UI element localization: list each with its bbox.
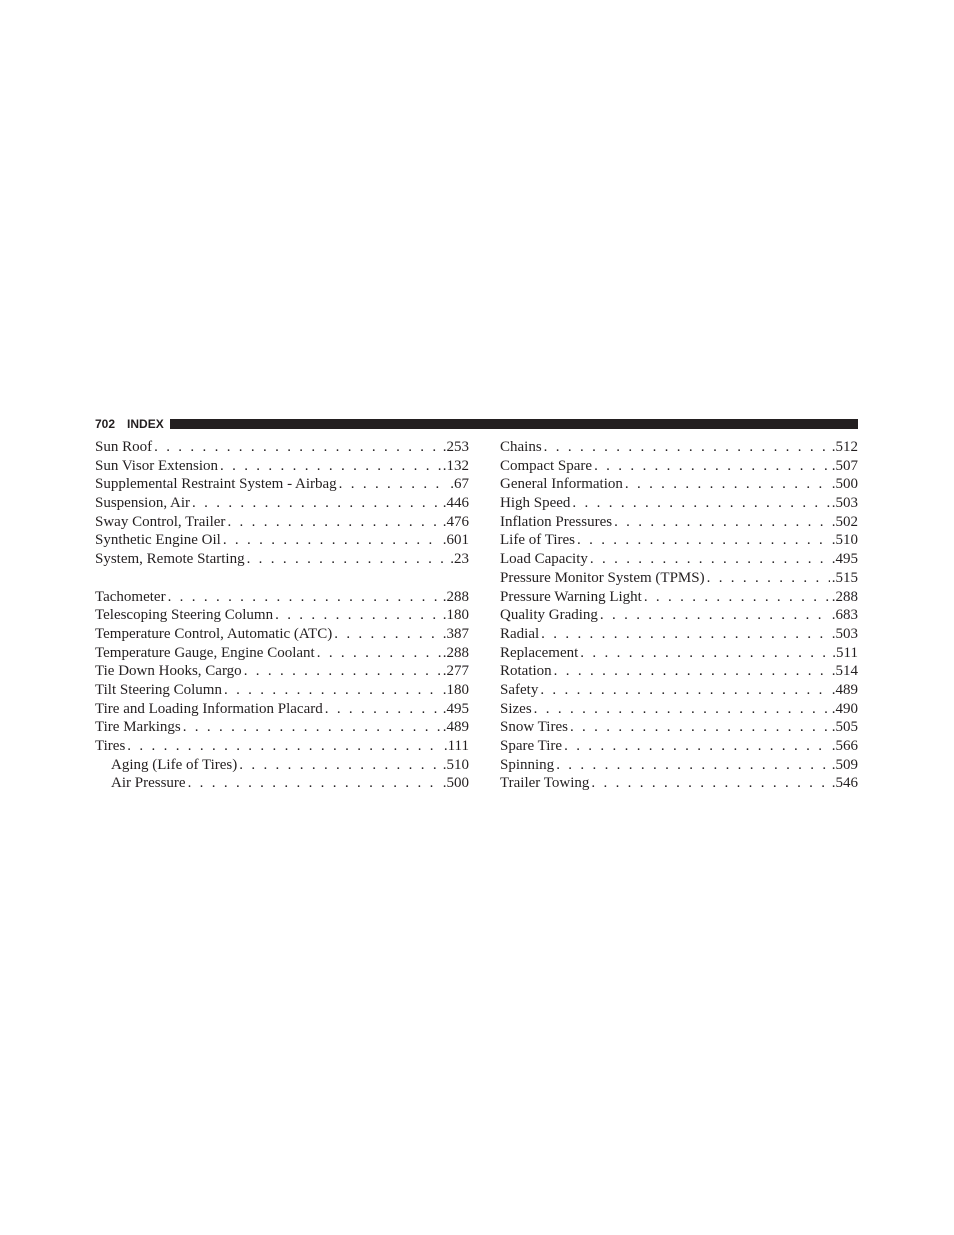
- index-page-ref: .111: [443, 738, 469, 754]
- index-page-ref: .495: [442, 700, 469, 717]
- index-entry: [95, 625, 469, 644]
- dot-leader: [544, 438, 830, 457]
- index-entry: [95, 662, 469, 681]
- index-term: Temperature Control, Automatic (ATC): [95, 625, 333, 642]
- index-entry: [500, 662, 858, 681]
- dot-leader: [127, 737, 442, 756]
- index-page-ref: .512: [831, 439, 858, 455]
- index-entry: [500, 438, 858, 457]
- index-term: Pressure Monitor System (TPMS): [500, 569, 705, 586]
- index-term: Trailer Towing: [500, 775, 590, 792]
- index-subentry: [95, 756, 469, 775]
- index-term: Pressure Warning Light: [500, 588, 642, 605]
- dot-leader: [192, 494, 441, 513]
- index-page-ref: .489: [831, 681, 858, 698]
- index-term: Compact Spare: [500, 457, 593, 474]
- index-term: Radial: [500, 625, 540, 642]
- index-entry: [500, 513, 858, 532]
- dot-leader: [339, 475, 449, 494]
- index-term: Inflation Pressures: [500, 513, 613, 530]
- index-page-ref: .67: [450, 476, 469, 493]
- dot-leader: [247, 550, 449, 569]
- index-page-ref: .503: [831, 625, 858, 642]
- index-term: Spare Tire: [500, 738, 563, 754]
- index-term: Safety: [500, 681, 539, 698]
- index-term: Air Pressure: [111, 775, 186, 792]
- index-term: Quality Grading: [500, 607, 598, 624]
- index-column-right: [500, 438, 858, 793]
- page-number: 702: [95, 417, 116, 431]
- index-page-ref: .446: [442, 495, 469, 512]
- dot-leader: [572, 494, 829, 513]
- index-page-ref: .601: [442, 532, 469, 549]
- index-term: System, Remote Starting: [95, 551, 245, 568]
- index-entry: [500, 681, 858, 700]
- index-page-ref: .180: [442, 681, 469, 698]
- index-page-ref: .132: [442, 457, 469, 474]
- index-page-ref: .503: [831, 495, 858, 512]
- index-page-ref: .23: [450, 551, 469, 568]
- index-term: Chains: [500, 439, 542, 455]
- dot-leader: [644, 588, 830, 607]
- index-entry: [500, 531, 858, 550]
- index-entry: [95, 588, 469, 607]
- dot-leader: [534, 700, 830, 719]
- dot-leader: [168, 588, 441, 607]
- index-column-left: [95, 438, 469, 793]
- section-title: INDEX: [127, 417, 164, 431]
- index-term: Spinning: [500, 756, 555, 773]
- index-page-ref: .502: [831, 513, 858, 530]
- index-entry: [500, 718, 858, 737]
- index-entry: [95, 531, 469, 550]
- index-page-ref: .180: [442, 607, 469, 624]
- index-entry: [95, 644, 469, 663]
- index-page-ref: .489: [442, 719, 469, 736]
- index-entry: [500, 606, 858, 625]
- index-term: Tire and Loading Information Placard: [95, 700, 323, 717]
- dot-leader: [614, 513, 830, 532]
- index-spacer: [95, 569, 469, 588]
- index-term: Life of Tires: [500, 532, 575, 549]
- index-entry: [500, 457, 858, 476]
- dot-leader: [275, 606, 441, 625]
- page-header: [95, 417, 858, 431]
- index-page-ref: .288: [442, 644, 469, 661]
- dot-leader: [239, 756, 441, 775]
- index-term: Suspension, Air: [95, 495, 191, 512]
- index-entry: [95, 438, 469, 457]
- index-term: General Information: [500, 476, 623, 493]
- index-entry: [95, 550, 469, 569]
- index-term: Tire Markings: [95, 719, 181, 736]
- index-page-ref: .505: [831, 719, 858, 736]
- index-page-ref: .288: [831, 588, 858, 605]
- index-term: Sun Visor Extension: [95, 457, 218, 474]
- index-entry: [500, 625, 858, 644]
- index-page-ref: .476: [442, 513, 469, 530]
- dot-leader: [224, 681, 441, 700]
- index-term: Snow Tires: [500, 719, 568, 736]
- index-page-ref: .546: [831, 775, 858, 792]
- index-entry: [500, 569, 858, 588]
- dot-leader: [317, 644, 441, 663]
- index-page-ref: .253: [442, 439, 469, 455]
- index-subentry: [95, 774, 469, 793]
- index-page-ref: .277: [442, 663, 469, 680]
- index-entry: [95, 606, 469, 625]
- dot-leader: [594, 457, 830, 476]
- index-entry: [500, 475, 858, 494]
- index-entry: [95, 513, 469, 532]
- dot-leader: [334, 625, 441, 644]
- index-entry: [500, 756, 858, 775]
- index-entry: [95, 718, 469, 737]
- index-term: High Speed: [500, 495, 571, 512]
- index-entry: [95, 494, 469, 513]
- dot-leader: [554, 662, 830, 681]
- dot-leader: [220, 457, 441, 476]
- index-page-ref: .511: [832, 644, 858, 661]
- index-page-ref: .387: [442, 625, 469, 642]
- index-page-ref: .490: [831, 700, 858, 717]
- dot-leader: [590, 550, 830, 569]
- index-term: Temperature Gauge, Engine Coolant: [95, 644, 315, 661]
- index-page-ref: .510: [442, 756, 469, 773]
- index-term: Tie Down Hooks, Cargo: [95, 663, 242, 680]
- index-entry: [500, 644, 858, 663]
- index-term: Telescoping Steering Column: [95, 607, 274, 624]
- dot-leader: [591, 774, 829, 793]
- index-term: Load Capacity: [500, 551, 588, 568]
- index-entry: [95, 700, 469, 719]
- dot-leader: [625, 475, 830, 494]
- index-term: Rotation: [500, 663, 552, 680]
- dot-leader: [223, 531, 441, 550]
- header-rule: [170, 419, 858, 429]
- index-entry: [500, 588, 858, 607]
- dot-leader: [154, 438, 441, 457]
- index-page-ref: .515: [831, 569, 858, 586]
- dot-leader: [556, 756, 830, 775]
- index-entry: [500, 737, 858, 756]
- dot-leader: [188, 774, 441, 793]
- index-term: Sun Roof: [95, 439, 153, 455]
- index-term: Supplemental Restraint System - Airbag: [95, 476, 337, 493]
- index-entry: [500, 494, 858, 513]
- index-page-ref: .507: [831, 457, 858, 474]
- dot-leader: [541, 625, 830, 644]
- index-entry: [95, 475, 469, 494]
- index-entry: [95, 681, 469, 700]
- index-page-ref: .495: [831, 551, 858, 568]
- index-term: Sway Control, Trailer: [95, 513, 226, 530]
- index-term: Tilt Steering Column: [95, 681, 222, 698]
- index-page-ref: .500: [831, 476, 858, 493]
- index-term: Replacement: [500, 644, 579, 661]
- dot-leader: [227, 513, 440, 532]
- dot-leader: [707, 569, 830, 588]
- dot-leader: [244, 662, 441, 681]
- index-entry: [500, 774, 858, 793]
- index-entry: [500, 550, 858, 569]
- index-page-ref: .514: [831, 663, 858, 680]
- index-page-ref: .288: [442, 588, 469, 605]
- index-entry: [95, 457, 469, 476]
- index-entry: [95, 737, 469, 756]
- index-page-ref: .683: [831, 607, 858, 624]
- dot-leader: [600, 606, 830, 625]
- index-term: Synthetic Engine Oil: [95, 532, 221, 549]
- index-term: Tires: [95, 738, 126, 754]
- dot-leader: [570, 718, 830, 737]
- dot-leader: [577, 531, 830, 550]
- dot-leader: [580, 644, 830, 663]
- index-page-ref: .500: [442, 775, 469, 792]
- index-term: Tachometer: [95, 588, 166, 605]
- dot-leader: [183, 718, 441, 737]
- index-term: Aging (Life of Tires): [111, 756, 238, 773]
- dot-leader: [540, 681, 829, 700]
- index-page-ref: .566: [831, 738, 858, 754]
- dot-leader: [325, 700, 441, 719]
- dot-leader: [564, 737, 830, 756]
- index-page-ref: .510: [831, 532, 858, 549]
- index-page-ref: .509: [831, 756, 858, 773]
- index-entry: [500, 700, 858, 719]
- index-term: Sizes: [500, 700, 532, 717]
